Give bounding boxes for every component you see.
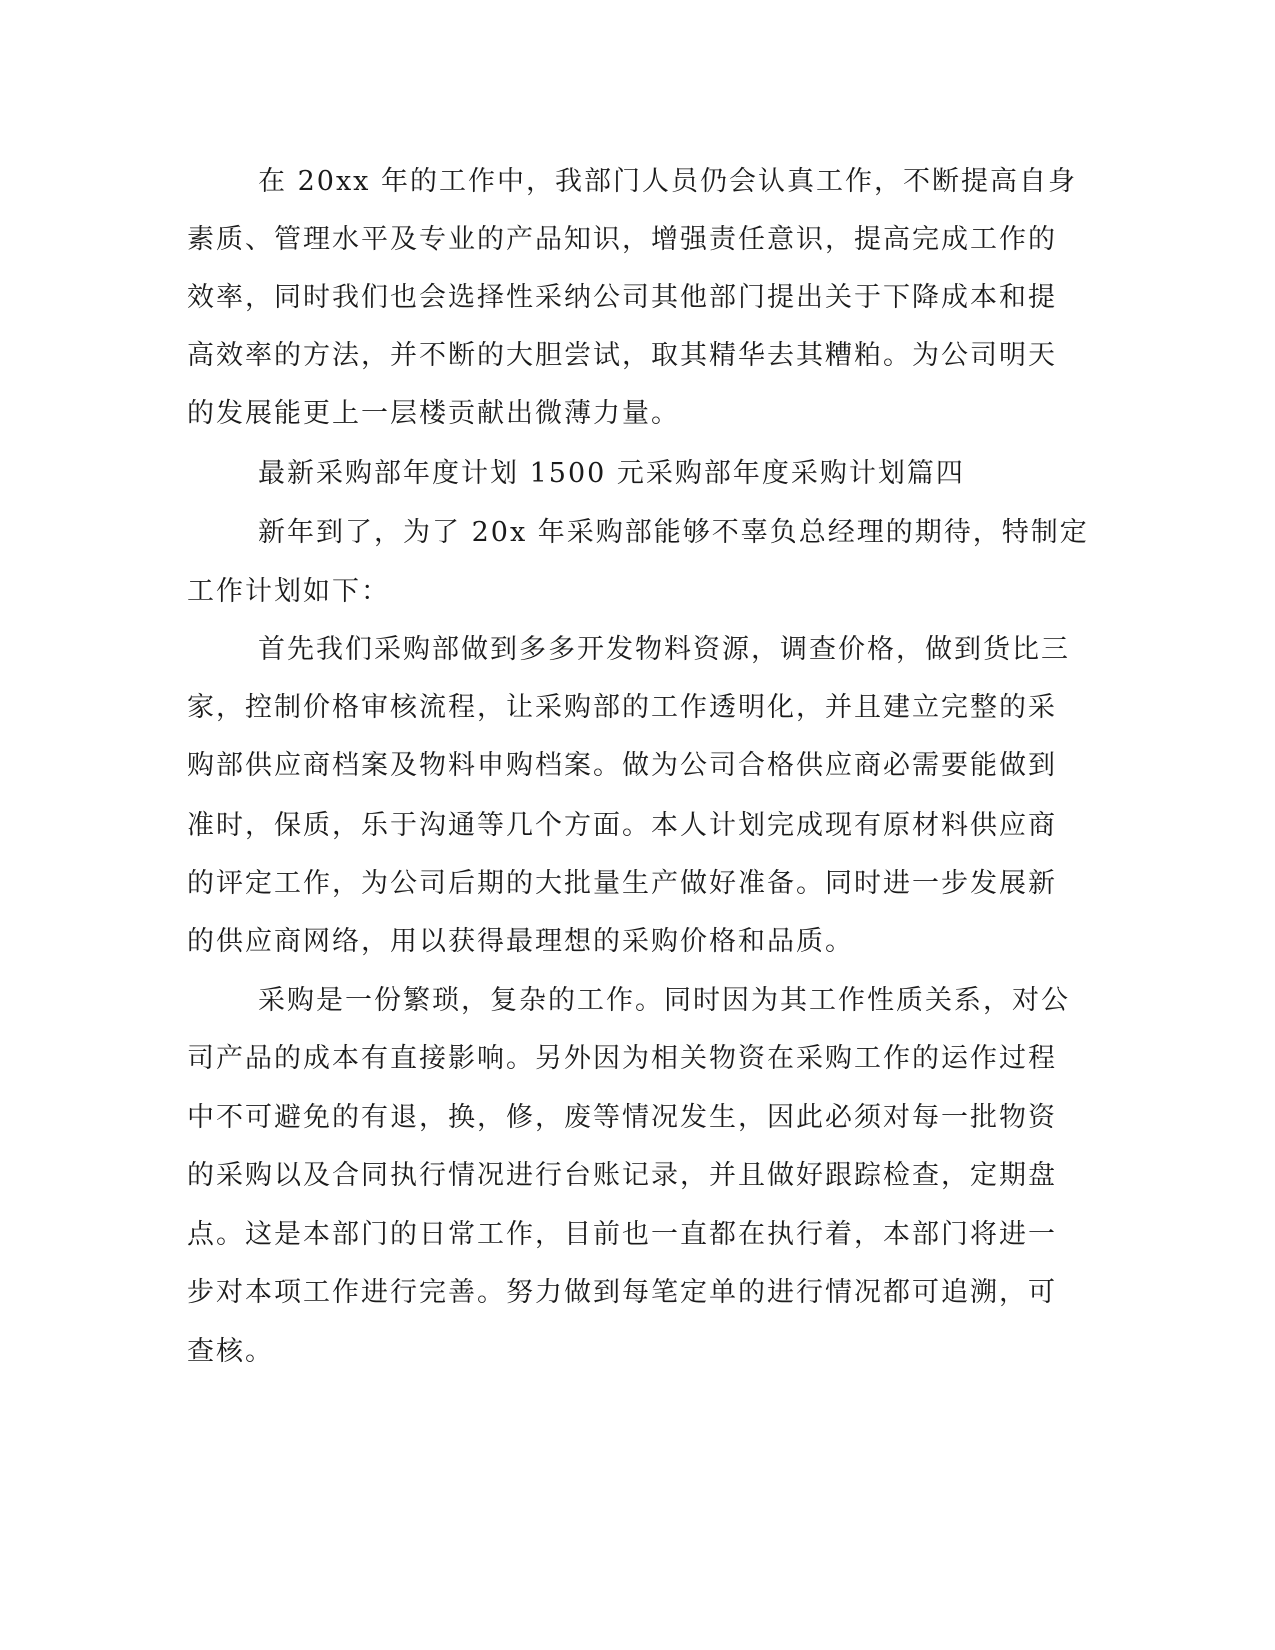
- section-heading: 最新采购部年度计划 1500 元采购部年度采购计划篇四: [258, 458, 965, 489]
- paragraph-5-line-6: 步对本项工作进行完善。努力做到每笔定单的进行情况都可追溯，可: [187, 1277, 1057, 1308]
- paragraph-1-line-5: 的发展能更上一层楼贡献出微薄力量。: [187, 398, 680, 429]
- paragraph-5-line-2: 司产品的成本有直接影响。另外因为相关物资在采购工作的运作过程: [187, 1043, 1057, 1074]
- paragraph-4-line-2: 家，控制价格审核流程，让采购部的工作透明化，并且建立完整的采: [187, 692, 1057, 723]
- paragraph-4-line-1: 首先我们采购部做到多多开发物料资源，调查价格，做到货比三: [258, 634, 1070, 665]
- paragraph-1-line-4: 高效率的方法，并不断的大胆尝试，取其精华去其糟粕。为公司明天: [187, 340, 1057, 371]
- paragraph-4-line-5: 的评定工作，为公司后期的大批量生产做好准备。同时进一步发展新: [187, 868, 1057, 899]
- paragraph-1-line-3: 效率，同时我们也会选择性采纳公司其他部门提出关于下降成本和提: [187, 282, 1057, 313]
- paragraph-5-line-5: 点。这是本部门的日常工作，目前也一直都在执行着，本部门将进一: [187, 1219, 1057, 1250]
- paragraph-5-line-3: 中不可避免的有退，换，修，废等情况发生，因此必须对每一批物资: [187, 1102, 1057, 1133]
- paragraph-5-line-1: 采购是一份繁琐，复杂的工作。同时因为其工作性质关系，对公: [258, 985, 1070, 1016]
- paragraph-4-line-3: 购部供应商档案及物料申购档案。做为公司合格供应商必需要能做到: [187, 750, 1057, 781]
- paragraph-4-line-4: 准时，保质，乐于沟通等几个方面。本人计划完成现有原材料供应商: [187, 810, 1057, 841]
- paragraph-3-line-1: 新年到了，为了 20x 年采购部能够不辜负总经理的期待，特制定: [258, 517, 1089, 548]
- paragraph-5-line-4: 的采购以及合同执行情况进行台账记录，并且做好跟踪检查，定期盘: [187, 1160, 1057, 1191]
- paragraph-4-line-6: 的供应商网络，用以获得最理想的采购价格和品质。: [187, 926, 854, 957]
- paragraph-1-line-1: 在 20xx 年的工作中，我部门人员仍会认真工作，不断提高自身: [258, 166, 1077, 197]
- paragraph-3-line-2: 工作计划如下：: [187, 576, 390, 607]
- paragraph-1-line-2: 素质、管理水平及专业的产品知识，增强责任意识，提高完成工作的: [187, 224, 1057, 255]
- paragraph-5-line-7: 查核。: [187, 1336, 274, 1367]
